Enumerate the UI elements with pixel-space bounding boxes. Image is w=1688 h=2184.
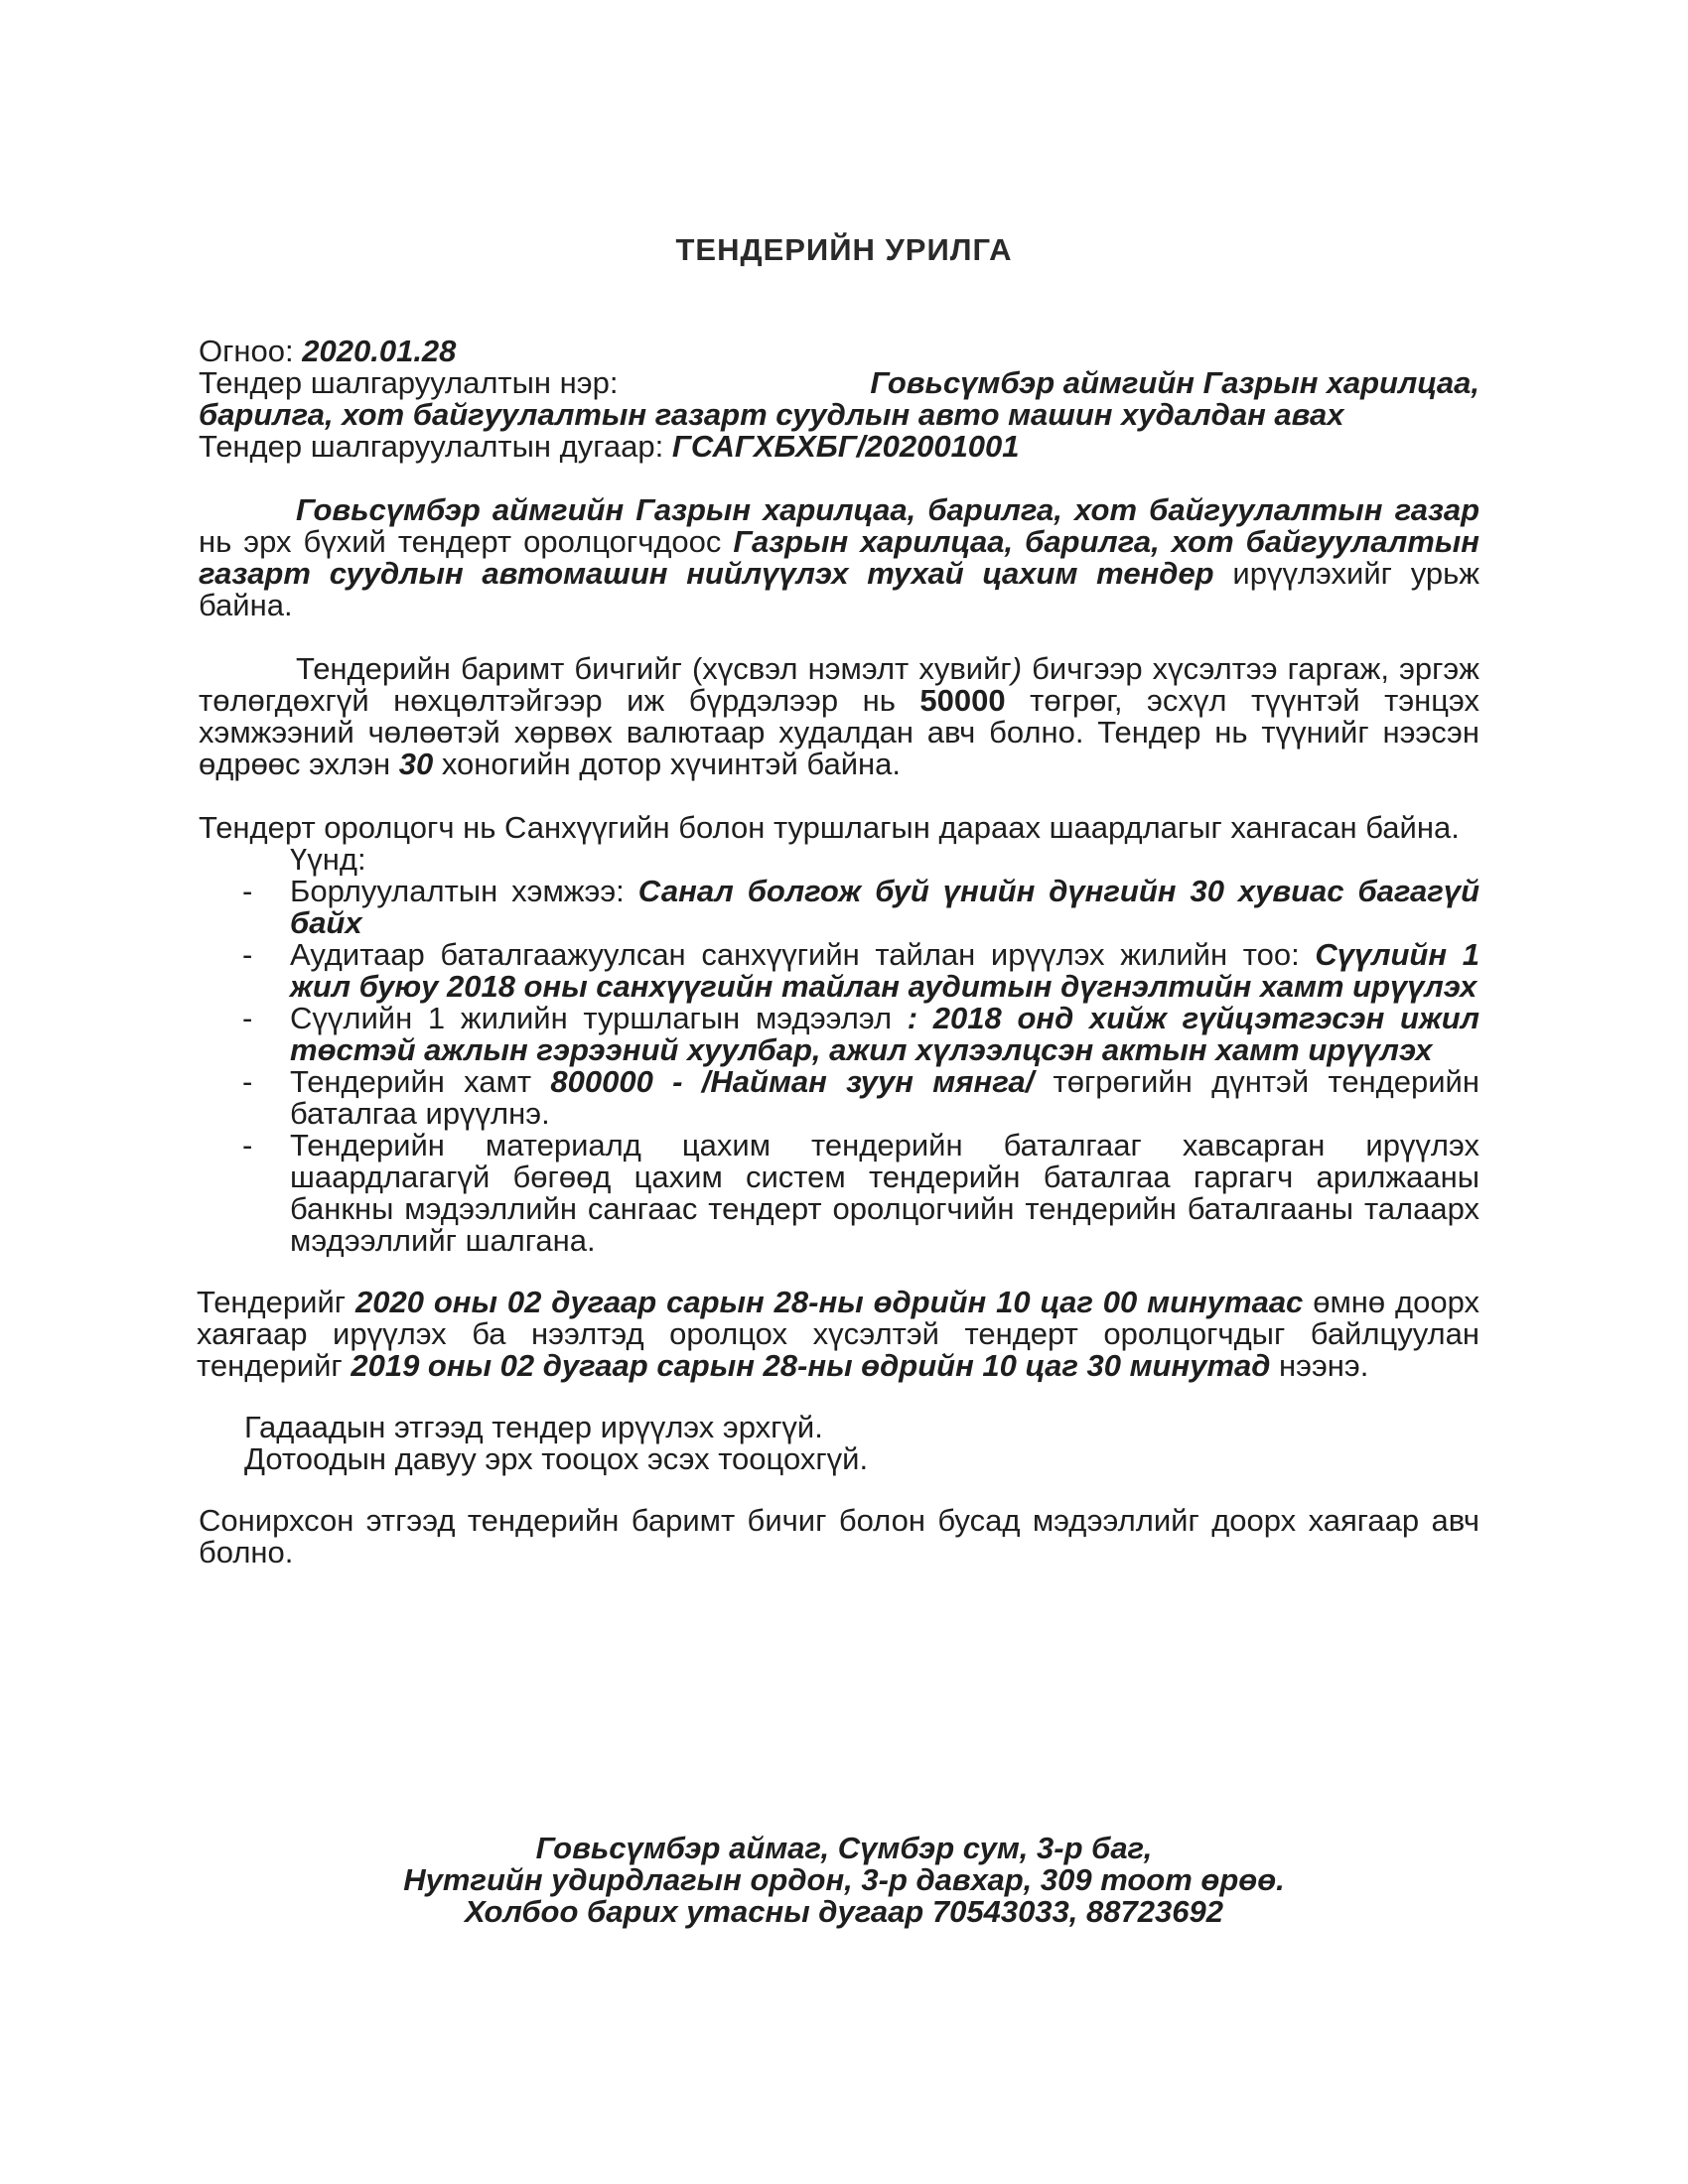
- organization-name: Говьсүмбэр аймгийн Газрын харилцаа, барилга, хот байгуулалтын газар: [296, 492, 1479, 527]
- requirement-item: - Борлуулалтын хэмжээ: Санал болгож буй үнийн дүнгийн 30 хувиас багагүй байх: [242, 874, 1480, 940]
- requirement-item: - Аудитаар баталгаажуулсан санхүүгийн тайлан ирүүлэх жилийн тоо: Сүүлийн 1 жил буюу 2018 оны санхүүгийн тайлан аудитын дүгнэлтийн хамт ирүүлэх: [242, 937, 1479, 1004]
- documents-text-2: бичгээр хүсэлтээ гаргаж, эргэж төлөгдөхгүй нөхцөлтэйгээр иж бүрдэлээр нь: [199, 651, 1479, 718]
- domestic-note: Дотоодын давуу эрх тооцох эсэх тооцохгүй.: [244, 1441, 869, 1476]
- requirements-list: [199, 876, 1479, 1257]
- documents-text-3: төгрөг, эсхүл түүнтэй тэнцэх хэмжээний чөлөөтэй хөрвөх валютаар худалдан авч болно. Тендер нь түүнийг нээсэн өдрөөс эхлэн: [199, 683, 1480, 781]
- tender-subject: Газрын харилцаа, барилга, хот байгуулалтын газарт суудлын автомашин нийлүүлэх тухай цахим тендер: [199, 524, 1479, 591]
- address-line-2: Нутгийн удирдлагын ордон, 3-р давхар, 309 тоот өрөө.: [403, 1862, 1285, 1897]
- document-title: ТЕНДЕРИЙН УРИЛГА: [675, 232, 1013, 267]
- requirement-value: Санал болгож буй үнийн дүнгийн 30 хувиас багагүй байх: [290, 874, 1480, 940]
- tender-name-line: [199, 367, 1479, 399]
- deadline-text-2: өмнө доорх хаягаар ирүүлэх ба нээлтэд оролцох хүсэлтэй тендерт оролцогчдыг байлцуулан тендерийг: [197, 1285, 1479, 1383]
- invitation-text-1: нь эрх бүхий тендерт оролцогчдоос: [199, 524, 734, 559]
- invitation-text-2: ирүүлэхийг урьж байна.: [199, 556, 1479, 622]
- requirement-value: 800000 - /Найман зуун мянга/: [550, 1064, 1035, 1099]
- documents-paren: ): [1011, 651, 1023, 686]
- requirement-item: - Тендерийн материалд цахим тендерийн баталгааг хавсарган ирүүлэх шаардлагагүй бөгөөд цахим систем тендерийн баталгаа гаргагч арилжааны банкны мэдээллийн сангаас тендерт оролцогчийн тендерийн баталгааны талаарх мэдээллийг шалгана.: [242, 1128, 1479, 1258]
- requirement-label: Сүүлийн 1 жилийн туршлагын мэдээлэл: [290, 1001, 908, 1035]
- document-body: [199, 336, 1479, 1569]
- phone-line: Холбоо барих утасны дугаар 70543033, 88723692: [465, 1894, 1223, 1929]
- document-fee: 50000: [919, 683, 1006, 718]
- requirements-intro: Тендерт оролцогч нь Санхүүгийн болон туршлагын дараах шаардлагыг хангасан байна.: [199, 810, 1460, 845]
- date-value: 2020.01.28: [302, 334, 457, 368]
- requirement-value: Сүүлийн 1 жил буюу 2018 оны санхүүгийн тайлан аудитын дүгнэлтийн хамт ирүүлэх: [290, 937, 1479, 1004]
- interest-paragraph: Сонирхсон этгээд тендерийн баримт бичиг болон бусад мэдээллийг доорх хаягаар авч болно.: [199, 1503, 1479, 1570]
- documents-paragraph: [199, 653, 1479, 780]
- requirement-label: Аудитаар баталгаажуулсан санхүүгийн тайлан ирүүлэх жилийн тоо:: [290, 937, 1316, 972]
- address-line-1: Говьсүмбэр аймаг, Сүмбэр сум, 3-р баг,: [535, 1831, 1153, 1865]
- tender-name-value-2: барилга, хот байгуулалтын газарт суудлын авто машин худалдан авах: [199, 397, 1344, 432]
- documents-text-4: хоногийн дотор хүчинтэй байна.: [433, 747, 902, 781]
- tender-name-line-2: [199, 399, 1479, 431]
- foreign-note: Гадаадын этгээд тендер ирүүлэх эрхгүй.: [244, 1410, 823, 1444]
- date-label: Огноо:: [199, 334, 294, 368]
- submission-deadline: 2020 оны 02 дугаар сарын 28-ны өдрийн 10 цаг 00 минутаас: [354, 1285, 1304, 1319]
- tender-number-value: ГСАГХБХБГ/202001001: [671, 429, 1020, 464]
- deadline-paragraph: [197, 1287, 1479, 1382]
- header-block: [199, 336, 1479, 463]
- requirement-label: Борлуулалтын хэмжээ:: [290, 874, 638, 908]
- opening-time: 2019 оны 02 дугаар сарын 28-ны өдрийн 10 цаг 30 минутад: [351, 1348, 1271, 1383]
- tender-name-value-1: Говьсүмбэр аймгийн Газрын харилцаа,: [870, 365, 1479, 400]
- validity-days: 30: [398, 747, 434, 781]
- requirement-value: : 2018 онд хийж гүйцэтгэсэн ижил төстэй ажлын гэрээний хуулбар, ажил хүлээлцсэн актын хамт ирүүлэх: [290, 1001, 1479, 1067]
- date-line: [199, 336, 1479, 367]
- requirement-label: Тендерийн хамт: [290, 1064, 551, 1099]
- requirement-label: Тендерийн материалд цахим тендерийн баталгааг хавсарган ирүүлэх шаардлагагүй бөгөөд цахим систем тендерийн баталгаа гаргагч арилжааны банкны мэдээллийн сангаас тендерт оролцогчийн тендерийн баталгааны талаарх мэдээллийг шалгана.: [290, 1128, 1479, 1258]
- tender-number-line: [199, 431, 1479, 463]
- invitation-paragraph: [199, 494, 1479, 621]
- requirement-item: - Тендерийн хамт 800000 - /Найман зуун мянга/ төгрөгийн дүнтэй тендерийн баталгаа ирүүлнэ.: [242, 1064, 1479, 1131]
- tender-name-label: Тендер шалгаруулалтын нэр:: [199, 365, 619, 400]
- deadline-text-3: нээнэ.: [1270, 1348, 1369, 1383]
- requirements-yund: Үүнд:: [290, 842, 366, 877]
- documents-text-1: Тендерийн баримт бичгийг (хүсвэл нэмэлт хувийг: [296, 651, 1012, 686]
- contact-address: [0, 1833, 1688, 1928]
- requirement-tail: төгрөгийн дүнтэй тендерийн баталгаа ирүүлнэ.: [290, 1064, 1479, 1131]
- requirement-item: - Сүүлийн 1 жилийн туршлагын мэдээлэл : 2018 онд хийж гүйцэтгэсэн ижил төстэй ажлын гэрээний хуулбар, ажил хүлээлцсэн актын хамт ирүүлэх: [242, 1001, 1479, 1067]
- tender-number-label: Тендер шалгаруулалтын дугаар:: [199, 429, 664, 464]
- deadline-text-1: Тендерийг: [197, 1285, 355, 1319]
